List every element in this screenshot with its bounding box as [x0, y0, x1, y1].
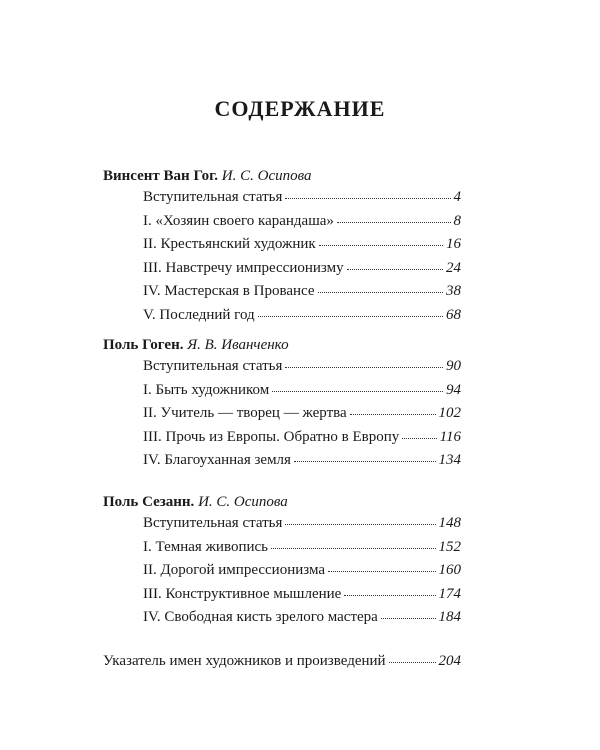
entry-page: 8: [453, 212, 461, 229]
dot-leader: [285, 520, 435, 525]
entry-label: II. Дорогой импрессионизма: [143, 562, 326, 578]
author-name: Я. В. Иванченко: [187, 337, 289, 353]
entry-label: II. Крестьянский художник: [143, 236, 316, 252]
entry-page: 102: [438, 405, 461, 421]
dot-leader: [285, 194, 450, 199]
toc-entry-index[interactable]: [103, 653, 461, 670]
entry-page: 4: [453, 189, 461, 205]
dot-leader: [294, 457, 436, 462]
author-name: И. С. Осипова: [198, 494, 288, 510]
dot-leader: [328, 567, 435, 572]
entry-label: I. «Хозяин своего карандаша»: [143, 212, 334, 229]
toc-entry[interactable]: [143, 609, 461, 633]
entry-page: 184: [438, 609, 461, 625]
section-heading: [103, 166, 461, 187]
dot-leader: [318, 288, 443, 293]
entry-label: III. Прочь из Европы. Обратно в Европу: [143, 428, 400, 445]
toc-entry[interactable]: [143, 236, 461, 260]
entry-page: 90: [446, 358, 461, 374]
entry-label: IV. Благоуханная земля: [143, 452, 291, 468]
toc-entry[interactable]: [143, 539, 461, 563]
entry-page: 16: [446, 236, 461, 252]
toc-entry[interactable]: [143, 283, 461, 307]
entry-label: III. Конструктивное мышление: [143, 585, 342, 602]
toc-entry[interactable]: [143, 189, 461, 213]
toc-entry[interactable]: [143, 405, 461, 429]
toc-entry[interactable]: [143, 358, 461, 382]
entry-page: 160: [438, 562, 461, 578]
entry-label: IV. Мастерская в Провансе: [143, 283, 315, 299]
entry-page: 94: [446, 381, 461, 398]
entry-page: 24: [446, 259, 461, 276]
toc-entry[interactable]: [143, 213, 461, 237]
toc-entry[interactable]: [143, 382, 461, 406]
dot-leader: [402, 434, 436, 439]
dot-leader: [350, 410, 436, 415]
dot-leader: [344, 591, 435, 596]
entry-label: II. Учитель — творец — жертва: [143, 405, 347, 421]
author-name: И. С. Осипова: [221, 168, 312, 184]
artist-name: Винсент Ван Гог.: [103, 168, 219, 184]
dot-leader: [347, 265, 443, 270]
toc-section-cezanne: [103, 492, 461, 633]
dot-leader: [337, 218, 451, 223]
entry-page: 116: [439, 428, 461, 445]
artist-name: Поль Сезанн.: [103, 494, 195, 510]
dot-leader: [319, 241, 443, 246]
toc-entry[interactable]: [143, 429, 461, 453]
section-heading: [103, 492, 461, 513]
entry-label: IV. Свободная кисть зрелого мастера: [143, 609, 378, 625]
toc-entry[interactable]: [143, 586, 461, 610]
toc-entry[interactable]: [143, 260, 461, 284]
dot-leader: [272, 387, 443, 392]
entry-label: Вступительная статья: [143, 189, 283, 205]
toc-entry[interactable]: [143, 452, 461, 476]
dot-leader: [285, 363, 443, 368]
entry-label: I. Быть художником: [143, 381, 270, 398]
dot-leader: [381, 614, 436, 619]
entry-page: 38: [446, 283, 461, 299]
entry-label: I. Темная живопись: [143, 538, 268, 555]
entry-label: III. Навстречу импрессионизму: [143, 259, 344, 276]
toc-entry[interactable]: [143, 307, 461, 331]
page-title: СОДЕРЖАНИЕ: [214, 96, 386, 121]
entry-label: Указатель имен художников и произведений: [103, 653, 386, 669]
artist-name: Поль Гоген.: [103, 337, 184, 353]
entry-page: 148: [438, 515, 461, 531]
toc-entry[interactable]: [143, 515, 461, 539]
entry-page: 174: [438, 585, 461, 602]
entry-page: 134: [438, 452, 461, 468]
dot-leader: [271, 544, 436, 549]
toc-section-van-gogh: [103, 166, 461, 330]
section-heading: [103, 335, 461, 356]
dot-leader: [258, 312, 443, 317]
toc-section-gauguin: [103, 335, 461, 476]
entry-page: 204: [438, 653, 461, 669]
entry-label: Вступительная статья: [143, 358, 283, 374]
entry-label: Вступительная статья: [143, 515, 283, 531]
dot-leader: [389, 658, 436, 663]
entry-page: 152: [438, 538, 461, 555]
entry-label: V. Последний год: [143, 306, 255, 323]
toc-entry[interactable]: [143, 562, 461, 586]
entry-page: 68: [446, 306, 461, 323]
